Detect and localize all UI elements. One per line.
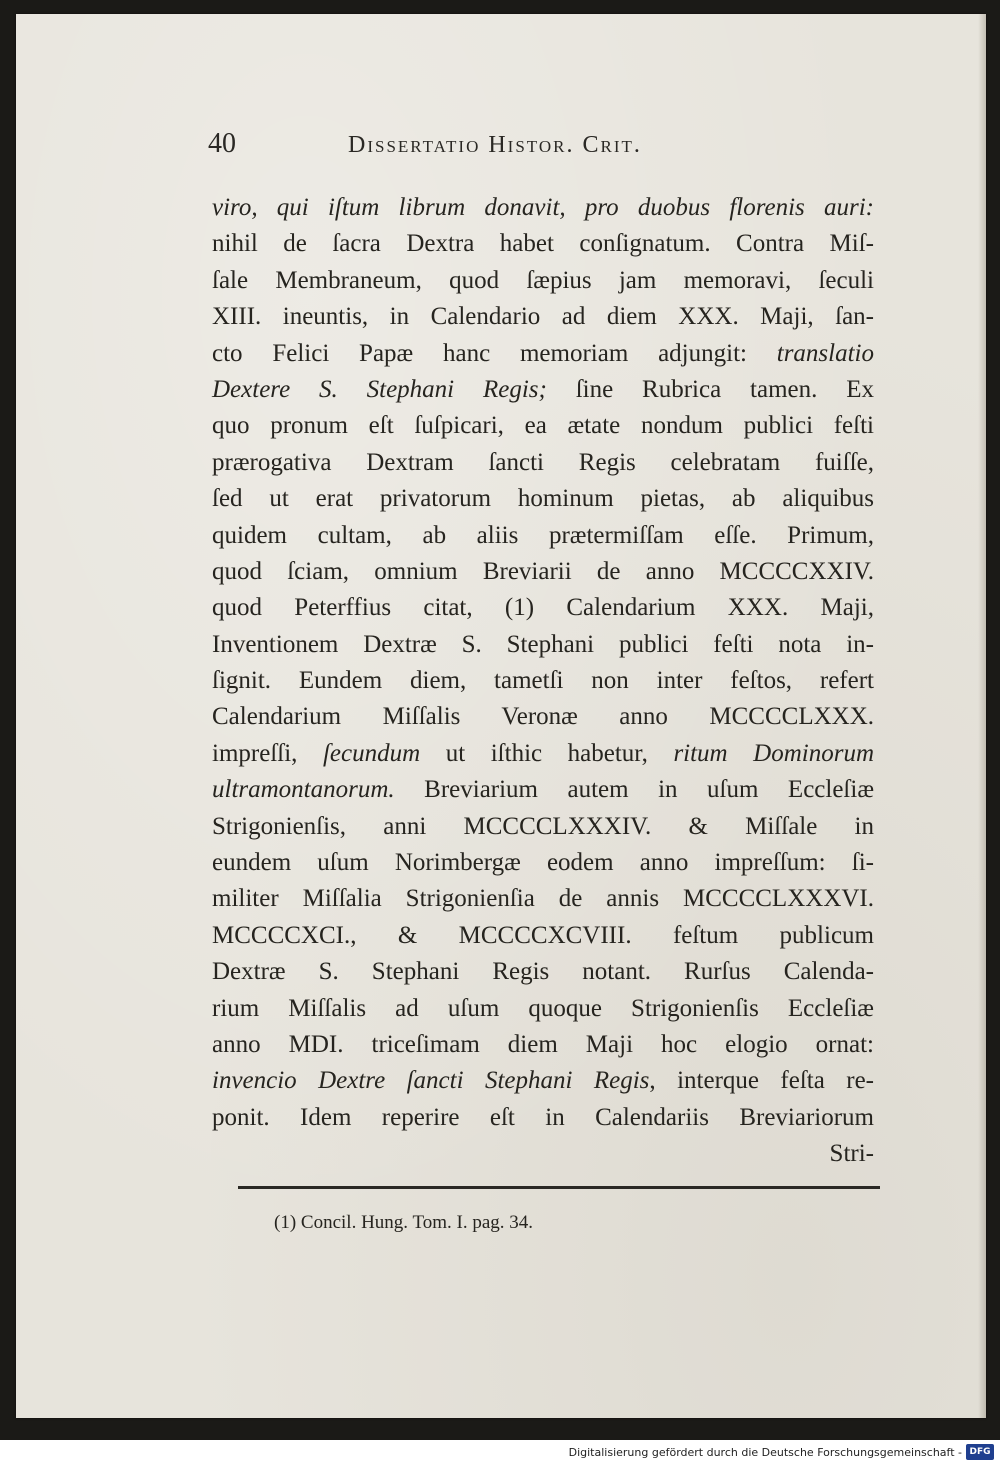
text-segment: impreſſi, bbox=[212, 739, 323, 767]
text-line bbox=[212, 663, 874, 699]
text-segment: quod Peterffius citat, (1) Calendarium XXX. Maji, bbox=[212, 594, 874, 622]
text-line bbox=[212, 699, 874, 735]
page-header bbox=[208, 128, 884, 168]
text-line bbox=[212, 627, 874, 663]
text-segment: cto Felici Papæ hanc memoriam adjungit: bbox=[212, 339, 777, 367]
running-title: Dissertatio Histor. Crit. bbox=[348, 132, 642, 158]
text-segment: ſine Rubrica tamen. Ex bbox=[546, 375, 875, 403]
text-segment: ut iſthic habetur, bbox=[420, 739, 674, 767]
text-line bbox=[212, 408, 874, 444]
text-line bbox=[212, 445, 874, 481]
italic-text-segment: invencio Dextre ſancti Stephani Regis bbox=[212, 1067, 650, 1095]
text-line bbox=[212, 263, 874, 299]
text-segment: Stri- bbox=[829, 1140, 874, 1168]
footnote-rule bbox=[238, 1186, 880, 1189]
text-segment: nihil de ſacra Dextra habet conſignatum. Contra Miſ- bbox=[212, 230, 874, 258]
text-segment: Breviarium autem in uſum Eccleſiæ bbox=[394, 776, 874, 804]
main-text-block bbox=[212, 190, 874, 1173]
text-line bbox=[212, 772, 874, 808]
text-line bbox=[212, 1027, 874, 1063]
text-line bbox=[212, 590, 874, 626]
text-line bbox=[212, 918, 874, 954]
text-segment: Inventionem Dextræ S. Stephani publici feſti nota in- bbox=[212, 630, 874, 658]
text-line bbox=[212, 845, 874, 881]
text-line bbox=[212, 226, 874, 262]
text-segment: , interque feſta re- bbox=[649, 1067, 874, 1095]
text-line bbox=[212, 809, 874, 845]
text-line bbox=[212, 554, 874, 590]
text-segment: eundem uſum Norimbergæ eodem anno impreſſum: ſi- bbox=[212, 849, 874, 877]
page-number: 40 bbox=[208, 128, 236, 159]
dfg-logo-icon: DFG bbox=[966, 1444, 994, 1460]
text-line bbox=[212, 1136, 874, 1172]
page-edge-shadow bbox=[978, 14, 986, 1418]
text-segment: MCCCCXCI., & MCCCCXCVIII. feſtum publicum bbox=[212, 921, 874, 949]
text-segment: Dextræ S. Stephani Regis notant. Rurſus Calenda- bbox=[212, 958, 874, 986]
text-segment: Strigonienſis, anni MCCCCLXXXIV. & Miſſale in bbox=[212, 812, 874, 840]
text-line bbox=[212, 881, 874, 917]
italic-text-segment: viro, qui iſtum librum donavit, pro duobus florenis auri: bbox=[212, 194, 874, 221]
text-segment: quidem cultam, ab aliis prætermiſſam eſſe. Primum, bbox=[212, 521, 874, 549]
text-line bbox=[212, 481, 874, 517]
text-segment: ſed ut erat privatorum hominum pietas, ab aliquibus bbox=[212, 485, 874, 513]
text-segment: XIII. ineuntis, in Calendario ad diem XXX. Maji, ſan- bbox=[212, 303, 874, 331]
text-segment: ponit. Idem reperire eſt in Calendariis Breviariorum bbox=[212, 1103, 874, 1131]
text-segment: ſale Membraneum, quod ſæpius jam memoravi, ſeculi bbox=[212, 266, 874, 294]
text-line bbox=[212, 336, 874, 372]
text-line bbox=[212, 518, 874, 554]
italic-text-segment: ſecundum bbox=[322, 739, 421, 767]
text-segment: anno MDI. triceſimam diem Maji hoc elogio ornat: bbox=[212, 1030, 874, 1058]
text-line bbox=[212, 954, 874, 990]
text-line bbox=[212, 991, 874, 1027]
italic-text-segment: ultramontanorum. bbox=[212, 776, 395, 804]
italic-text-segment: Dextere S. Stephani Regis; bbox=[212, 375, 547, 403]
text-line bbox=[212, 1063, 874, 1099]
text-segment: prærogativa Dextram ſancti Regis celebratam fuiſſe, bbox=[212, 448, 874, 476]
text-segment: militer Miſſalia Strigonienſia de annis MCCCCLXXXVI. bbox=[212, 885, 874, 913]
italic-text-segment: translatio bbox=[776, 339, 874, 367]
text-line bbox=[212, 190, 874, 226]
text-segment: quod ſciam, omnium Breviarii de anno MCCCCXXIV. bbox=[212, 557, 874, 585]
text-line bbox=[212, 372, 874, 408]
text-line bbox=[212, 1100, 874, 1136]
digitization-note: Digitalisierung gefördert durch die Deutsche Forschungsgemeinschaft - bbox=[568, 1446, 962, 1459]
text-segment: Calendarium Miſſalis Veronæ anno MCCCCLXXX. bbox=[212, 703, 874, 731]
footnote: (1) Concil. Hung. Tom. I. pag. 34. bbox=[274, 1212, 534, 1233]
text-segment: rium Miſſalis ad uſum quoque Strigonienſis Eccleſiæ bbox=[212, 994, 874, 1022]
digitization-footer bbox=[0, 1440, 1000, 1466]
italic-text-segment: ritum Dominorum bbox=[673, 739, 875, 767]
text-line bbox=[212, 299, 874, 335]
text-segment: quo pronum eſt ſuſpicari, ea ætate nondum publici feſti bbox=[212, 412, 874, 440]
text-line bbox=[212, 736, 874, 772]
text-segment: ſignit. Eundem diem, tametſi non inter feſtos, refert bbox=[212, 667, 874, 695]
